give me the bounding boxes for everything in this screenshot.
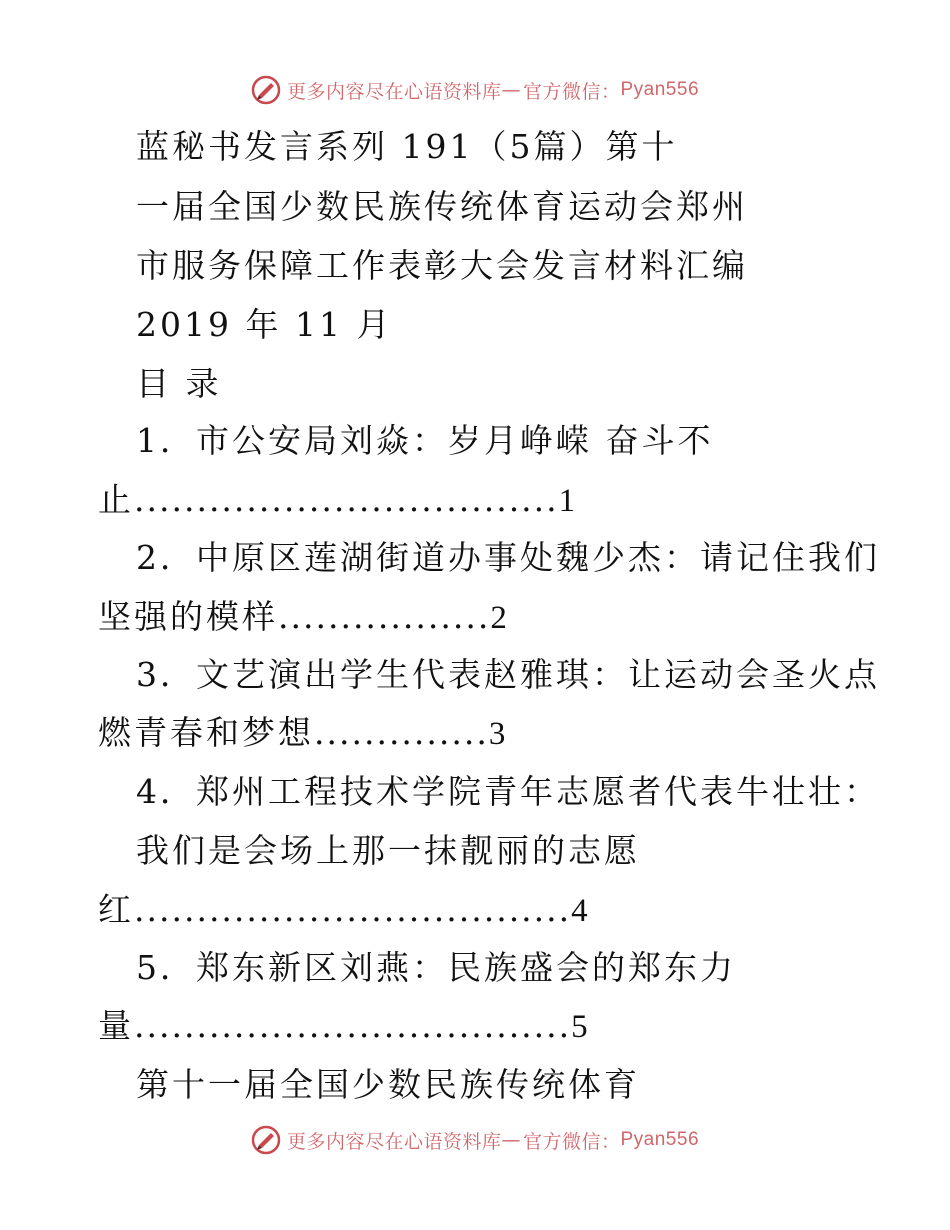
document-title-line-3: 市服务保障工作表彰大会发言材料汇编 [136,246,748,285]
toc-item-2-leader: ................. [278,597,491,636]
toc-item-1-leader: .................................. [134,480,559,519]
watermark-dash: — [501,1129,521,1151]
watermark-logo-icon [251,75,281,105]
toc-item-4-leader: ................................... [134,890,572,929]
toc-item-3-title: 3．文艺演出学生代表赵雅琪：让运动会圣火点 [136,655,880,694]
toc-item-5-leader: ................................... [134,1006,572,1045]
document-date: 2019 年 11 月 [136,305,393,344]
toc-item-3-continuation [98,713,508,754]
document-title-line-2: 一届全国少数民族传统体育运动会郑州 [136,187,748,226]
watermark-logo-icon [251,1125,281,1155]
body-heading-start: 第十一届全国少数民族传统体育 [136,1065,640,1104]
watermark-banner-top [0,70,950,110]
toc-item-4-continuation [98,890,591,931]
toc-item-4-title-end: 红 [98,890,134,929]
toc-item-2-title: 2．中原区莲湖街道办事处魏少杰：请记住我们 [136,538,880,577]
toc-heading: 目 录 [136,364,222,403]
watermark-site-text: 更多内容尽在心语资料库 [286,80,502,103]
watermark-dash: — [501,79,521,101]
toc-item-2-title-end: 坚强的模样 [98,597,278,636]
document-title-line-1: 蓝秘书发言系列 191（5篇）第十 [136,127,678,166]
toc-item-1-title: 1．市公安局刘焱：岁月峥嵘 奋斗不 [136,421,714,460]
watermark-wechat-label: 官方微信： [522,80,621,103]
toc-item-3-leader: .............. [314,713,489,752]
watermark-wechat-label: 官方微信： [522,1130,621,1153]
toc-item-5-continuation [98,1006,591,1047]
toc-item-1-page: 1 [558,483,579,519]
watermark-wechat-id: Pyan556 [620,1129,700,1150]
toc-item-4-title-middle: 我们是会场上那一抹靓丽的志愿 [136,831,640,870]
toc-item-5-page: 5 [571,1009,591,1045]
toc-item-3-page: 3 [488,716,509,752]
watermark-wechat-id: Pyan556 [620,79,700,100]
toc-item-3-title-end: 燃青春和梦想 [98,713,314,752]
toc-item-1-title-end: 止 [98,480,134,519]
toc-item-5-title: 5．郑东新区刘燕：民族盛会的郑东力 [136,948,736,987]
toc-item-5-title-end: 量 [98,1006,134,1045]
watermark-banner-bottom [0,1120,950,1160]
toc-item-2-continuation [98,597,510,638]
toc-item-4-page: 4 [571,893,591,929]
watermark-site-text: 更多内容尽在心语资料库 [286,1130,502,1153]
toc-item-1-continuation [98,480,578,521]
toc-item-2-page: 2 [490,600,510,636]
toc-item-4-title: 4．郑州工程技术学院青年志愿者代表牛壮壮： [136,772,880,811]
